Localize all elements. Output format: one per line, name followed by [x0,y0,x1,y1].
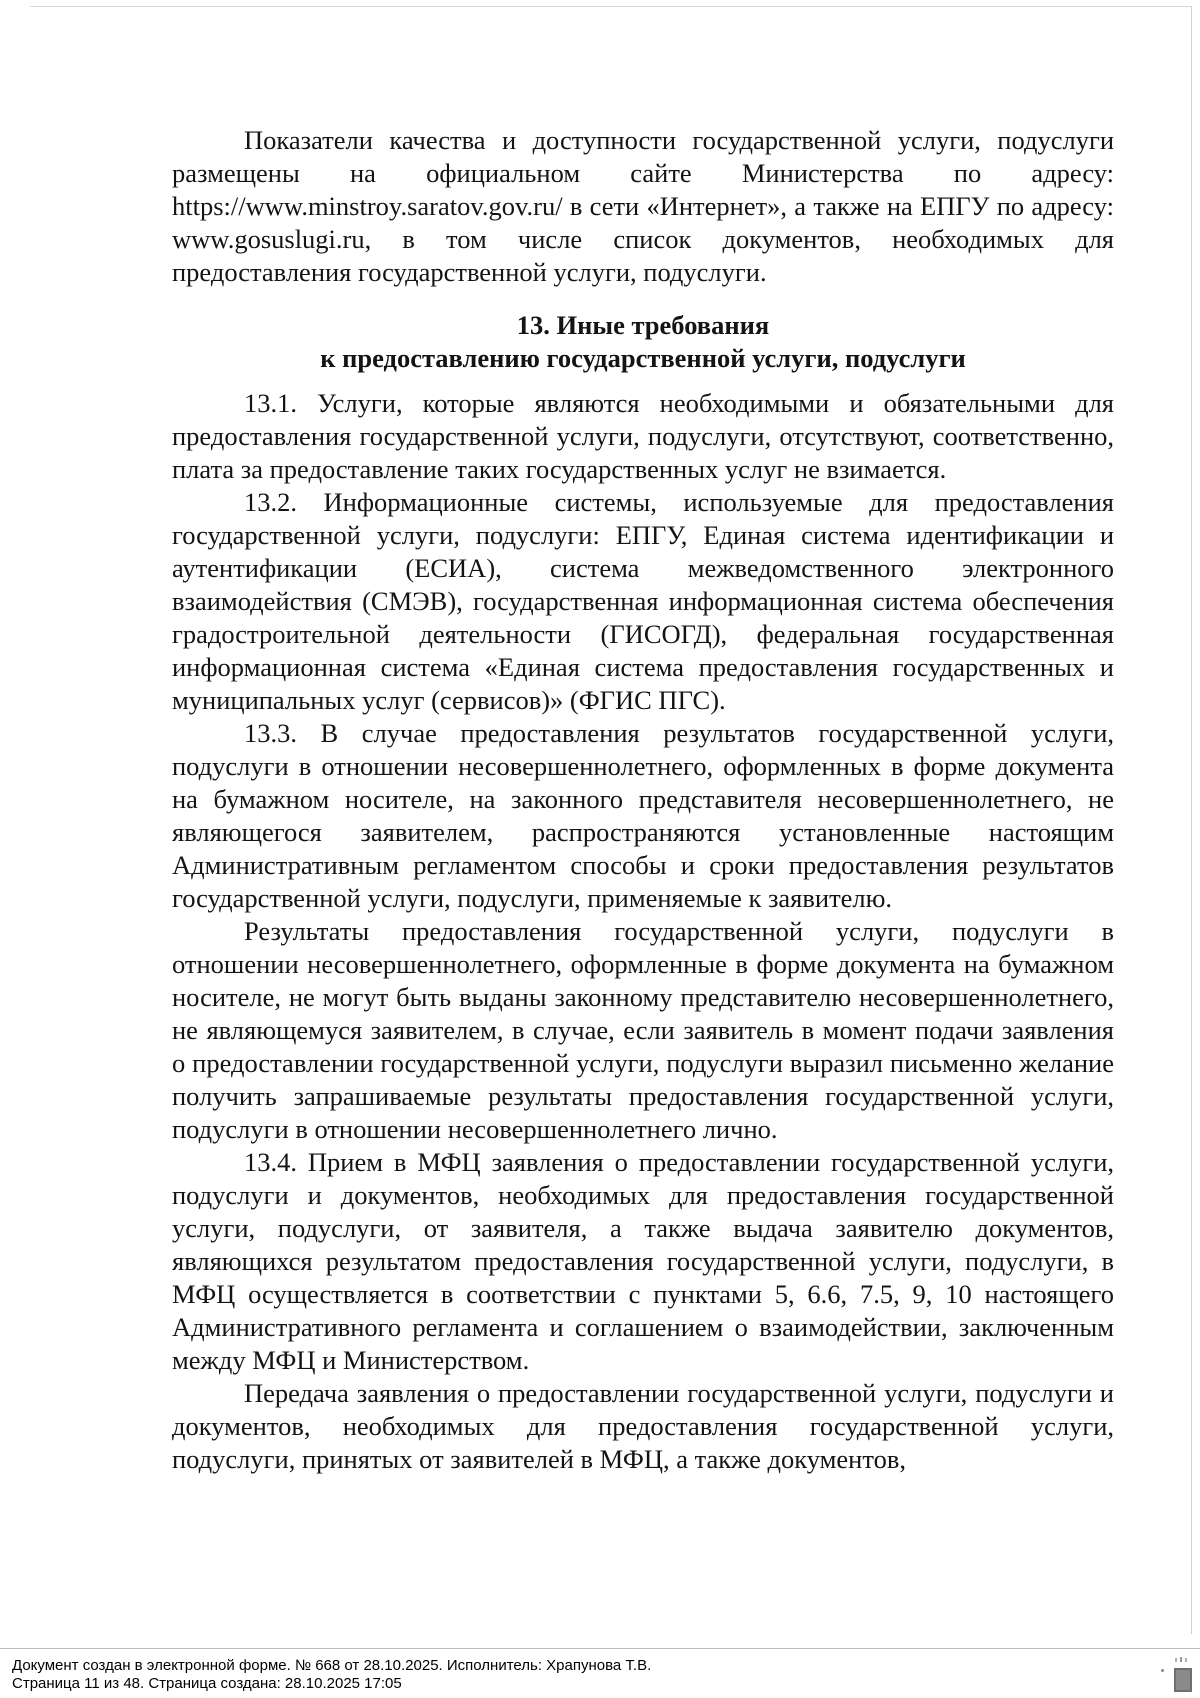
footer-line-page-info: Страница 11 из 48. Страница создана: 28.10.2025 17:05 [12,1675,402,1692]
paragraph-13-1: 13.1. Услуги, которые являются необходимыми и обязательными для предоставления государственной услуги, подуслуги, отсутствуют, соответственно, плата за предоставление таких государственных услуг не взимается. [172,388,1114,484]
scan-edge-top [30,6,1192,7]
section-heading [172,309,1114,375]
paragraph-13-4: 13.4. Прием в МФЦ заявления о предоставлении государственной услуги, подуслуги и документов, необходимых для предоставления государственной услуги, подуслуги, от заявителя, а также выдача заявителю документов, являющихся результатом предоставления государственной услуги, подуслуги, в МФЦ осуществляется в соответствии с пунктами 5, 6.6, 7.5, 9, 10 настоящего Административного регламента и соглашением о взаимодействии, заключенным между МФЦ и Министерством. [172,1147,1114,1375]
paragraph-13-2: 13.2. Информационные системы, используемые для предоставления государственной услуги, подуслуги: ЕПГУ, Единая система идентификации и аутентификации (ЕСИА), система межведомственного электронного взаимодействия (СМЭВ), государственная информационная система обеспечения градостроительной деятельности (ГИСОГД), федеральная государственная информационная система «Единая система предоставления государственных и муниципальных услуг (сервисов)» (ФГИС ПГС). [172,487,1114,715]
scan-edge-right [1191,6,1192,1634]
document-stamp-icon [1172,1656,1194,1694]
section-heading-line1: 13. Иные требования [516,310,770,340]
document-footer [0,1648,1200,1698]
stamp-dot-icon [1161,1669,1164,1672]
paragraph-quality-indicators: Показатели качества и доступности государственной услуги, подуслуги размещены на официальном сайте Министерства по адресу: https://www.minstroy.saratov.gov.ru/ в сети «Интернет», а также на ЕПГУ по адресу: www.gosuslugi.ru, в том числе список документов, необходимых для предоставления государственной услуги, подуслуги. [172,125,1114,287]
paragraph-transfer: Передача заявления о предоставлении государственной услуги, подуслуги и документов, необходимых для предоставления государственной услуги, подуслуги, принятых от заявителей в МФЦ, а также документов, [172,1378,1114,1474]
document-page [172,124,1114,1476]
paragraph-results-minor: Результаты предоставления государственной услуги, подуслуги в отношении несовершеннолетнего, оформленные в форме документа на бумажном носителе, не могут быть выданы законному представителю несовершеннолетнего, не являющемуся заявителем, в случае, если заявитель в момент подачи заявления о предоставлении государственной услуги, подуслуги выразил письменно желание получить запрашиваемые результаты предоставления государственной услуги, подуслуги в отношении несовершеннолетнего лично. [172,916,1114,1144]
paragraph-13-3: 13.3. В случае предоставления результатов государственной услуги, подуслуги в отношении несовершеннолетнего, оформленных в форме документа на бумажном носителе, на законного представителя несовершеннолетнего, не являющегося заявителем, распространяются установленные настоящим Административным регламентом способы и сроки предоставления результатов государственной услуги, подуслуги, применяемые к заявителю. [172,718,1114,913]
section-heading-line2: к предоставлению государственной услуги, подуслуги [320,343,966,373]
footer-line-document-info: Документ создан в электронной форме. № 668 от 28.10.2025. Исполнитель: Храпунова Т.В. [12,1657,652,1674]
